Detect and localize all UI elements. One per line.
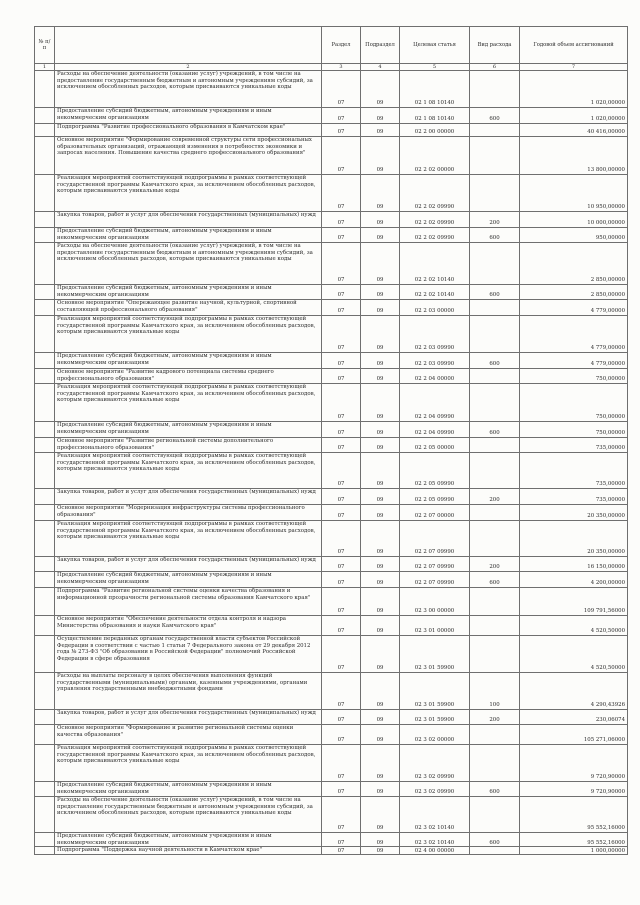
row-name: Реализация мероприятий соответствующей подпрограммы в рамках соответствующей государственной программы Камчатского края, за исключением обособленных расходов, которым присваиваются уникальные коды bbox=[55, 521, 322, 557]
row-subsection: 09 bbox=[361, 228, 400, 243]
num-cell bbox=[35, 489, 55, 505]
row-target: 02 3 02 10140 bbox=[400, 833, 470, 847]
row-target: 02 3 02 09990 bbox=[400, 745, 470, 782]
row-amount: 4 779,00000 bbox=[520, 300, 628, 316]
row-section: 07 bbox=[322, 353, 361, 369]
header-subsection: Подраздел bbox=[361, 27, 400, 64]
row-name: Основное мероприятие "Обеспечение деятельности отдела контроля и надзора Министерства образования и науки Камчатского края" bbox=[55, 616, 322, 636]
row-target: 02 2 04 09990 bbox=[400, 384, 470, 422]
row-amount: 1 020,00000 bbox=[520, 71, 628, 108]
column-number: 4 bbox=[361, 64, 400, 71]
table-row bbox=[35, 137, 628, 175]
row-section: 07 bbox=[322, 616, 361, 636]
row-target: 02 2 07 09990 bbox=[400, 557, 470, 572]
table-row bbox=[35, 782, 628, 797]
row-target: 02 3 01 59900 bbox=[400, 710, 470, 725]
num-cell bbox=[35, 797, 55, 833]
row-amount: 13 800,00000 bbox=[520, 137, 628, 175]
row-name: Осуществление переданных органам государственной власти субъектов Российской Федерации в соответствии с частью 1 статьи 7 Федерального закона от 29 декабря 2012 года № 273-ФЗ "Об образовании в Российской Федерации" полномочий Российской Федерации в сфере образования bbox=[55, 636, 322, 673]
row-subsection: 09 bbox=[361, 782, 400, 797]
row-target: 02 2 05 09990 bbox=[400, 453, 470, 489]
row-expense-type bbox=[470, 71, 520, 108]
column-number: 3 bbox=[322, 64, 361, 71]
row-subsection: 09 bbox=[361, 300, 400, 316]
row-target: 02 2 04 09990 bbox=[400, 422, 470, 438]
row-name: Закупка товаров, работ и услуг для обеспечения государственных (муниципальных) нужд bbox=[55, 710, 322, 725]
column-number: 7 bbox=[520, 64, 628, 71]
row-name: Предоставление субсидий бюджетным, автономным учреждениям и иным некоммерческим организациям bbox=[55, 353, 322, 369]
row-section: 07 bbox=[322, 384, 361, 422]
row-amount: 750,00000 bbox=[520, 422, 628, 438]
table-row bbox=[35, 175, 628, 212]
row-expense-type: 600 bbox=[470, 108, 520, 124]
row-target: 02 2 03 09990 bbox=[400, 353, 470, 369]
num-cell bbox=[35, 108, 55, 124]
num-cell bbox=[35, 212, 55, 228]
table-row bbox=[35, 636, 628, 673]
row-expense-type bbox=[470, 847, 520, 855]
row-section: 07 bbox=[322, 745, 361, 782]
row-section: 07 bbox=[322, 212, 361, 228]
column-number: 2 bbox=[55, 64, 322, 71]
row-amount: 750,00000 bbox=[520, 369, 628, 384]
row-name: Основное мероприятие "Формирование современной структуры сети профессиональных образовательных организаций, отражающей изменения в потребностях экономики и запросах населения. Повышение качества среднего профессионального образования" bbox=[55, 137, 322, 175]
row-amount: 230,06074 bbox=[520, 710, 628, 725]
num-cell bbox=[35, 710, 55, 725]
row-amount: 4 779,00000 bbox=[520, 353, 628, 369]
row-expense-type bbox=[470, 745, 520, 782]
table-row bbox=[35, 369, 628, 384]
num-cell bbox=[35, 137, 55, 175]
table-row bbox=[35, 725, 628, 745]
table-row bbox=[35, 572, 628, 588]
row-expense-type bbox=[470, 124, 520, 137]
row-section: 07 bbox=[322, 505, 361, 521]
row-amount: 109 791,56000 bbox=[520, 588, 628, 616]
table-row bbox=[35, 316, 628, 353]
row-section: 07 bbox=[322, 725, 361, 745]
row-section: 07 bbox=[322, 300, 361, 316]
row-amount: 20 350,00000 bbox=[520, 521, 628, 557]
num-cell bbox=[35, 285, 55, 300]
row-target: 02 3 01 59900 bbox=[400, 673, 470, 710]
row-section: 07 bbox=[322, 175, 361, 212]
header-section: Раздел bbox=[322, 27, 361, 64]
row-amount: 4 520,50000 bbox=[520, 636, 628, 673]
budget-allocation-table bbox=[34, 26, 628, 855]
row-name: Реализация мероприятий соответствующей подпрограммы в рамках соответствующей государственной программы Камчатского края, за исключением обособленных расходов, которым присваиваются уникальные коды bbox=[55, 745, 322, 782]
row-amount: 9 720,90000 bbox=[520, 782, 628, 797]
row-expense-type: 600 bbox=[470, 782, 520, 797]
row-amount: 10 950,00000 bbox=[520, 175, 628, 212]
row-section: 07 bbox=[322, 847, 361, 855]
row-section: 07 bbox=[322, 636, 361, 673]
row-subsection: 09 bbox=[361, 316, 400, 353]
row-section: 07 bbox=[322, 453, 361, 489]
column-number: 5 bbox=[400, 64, 470, 71]
row-target: 02 1 08 10140 bbox=[400, 108, 470, 124]
row-name: Основное мероприятие "Развитие региональной системы дополнительного профессионального образования" bbox=[55, 438, 322, 453]
row-expense-type: 600 bbox=[470, 833, 520, 847]
table-row bbox=[35, 489, 628, 505]
row-section: 07 bbox=[322, 782, 361, 797]
num-cell bbox=[35, 847, 55, 855]
num-cell bbox=[35, 175, 55, 212]
row-name: Расходы на обеспечение деятельности (оказание услуг) учреждений, в том числе на предоставление государственным бюджетным и автономным учреждениям субсидий, за исключением обособленных расходов, которым присваиваются уникальные коды bbox=[55, 243, 322, 285]
row-expense-type: 600 bbox=[470, 353, 520, 369]
row-section: 07 bbox=[322, 438, 361, 453]
row-section: 07 bbox=[322, 243, 361, 285]
row-section: 07 bbox=[322, 71, 361, 108]
row-expense-type bbox=[470, 636, 520, 673]
row-subsection: 09 bbox=[361, 353, 400, 369]
num-cell bbox=[35, 243, 55, 285]
row-subsection: 09 bbox=[361, 212, 400, 228]
row-target: 02 2 02 10140 bbox=[400, 285, 470, 300]
row-amount: 2 850,00000 bbox=[520, 285, 628, 300]
row-name: Расходы на выплаты персоналу в целях обеспечения выполнения функций государственными (муниципальными) органами, казенными учреждениями, органами управления государственными внебюджетными фондами bbox=[55, 673, 322, 710]
row-expense-type: 200 bbox=[470, 212, 520, 228]
table-row bbox=[35, 588, 628, 616]
row-section: 07 bbox=[322, 108, 361, 124]
row-subsection: 09 bbox=[361, 489, 400, 505]
row-subsection: 09 bbox=[361, 175, 400, 212]
num-cell bbox=[35, 557, 55, 572]
table-row bbox=[35, 505, 628, 521]
header-expense-type: Вид расхода bbox=[470, 27, 520, 64]
num-cell bbox=[35, 316, 55, 353]
row-expense-type bbox=[470, 521, 520, 557]
row-expense-type: 200 bbox=[470, 489, 520, 505]
row-subsection: 09 bbox=[361, 745, 400, 782]
row-name: Предоставление субсидий бюджетным, автономным учреждениям и иным некоммерческим организациям bbox=[55, 572, 322, 588]
row-expense-type: 600 bbox=[470, 572, 520, 588]
table-row bbox=[35, 438, 628, 453]
row-target: 02 2 02 09990 bbox=[400, 175, 470, 212]
num-cell bbox=[35, 636, 55, 673]
row-target: 02 3 01 59900 bbox=[400, 636, 470, 673]
row-name: Основное мероприятие "Модернизация инфраструктуры системы профессионального образования" bbox=[55, 505, 322, 521]
row-target: 02 2 03 09990 bbox=[400, 316, 470, 353]
header-name bbox=[55, 27, 322, 64]
row-name: Закупка товаров, работ и услуг для обеспечения государственных (муниципальных) нужд bbox=[55, 212, 322, 228]
row-target: 02 2 02 10140 bbox=[400, 243, 470, 285]
table-row bbox=[35, 673, 628, 710]
row-target: 02 3 02 10140 bbox=[400, 797, 470, 833]
row-section: 07 bbox=[322, 137, 361, 175]
row-amount: 105 271,06000 bbox=[520, 725, 628, 745]
row-subsection: 09 bbox=[361, 833, 400, 847]
row-amount: 1 020,00000 bbox=[520, 108, 628, 124]
row-section: 07 bbox=[322, 833, 361, 847]
row-target: 02 2 02 00000 bbox=[400, 137, 470, 175]
row-target: 02 3 01 00000 bbox=[400, 616, 470, 636]
num-cell bbox=[35, 521, 55, 557]
header-target: Целевая статья bbox=[400, 27, 470, 64]
row-expense-type: 600 bbox=[470, 228, 520, 243]
table-row bbox=[35, 616, 628, 636]
table-row bbox=[35, 353, 628, 369]
row-name: Закупка товаров, работ и услуг для обеспечения государственных (муниципальных) нужд bbox=[55, 489, 322, 505]
table-row bbox=[35, 384, 628, 422]
num-cell bbox=[35, 725, 55, 745]
table-row bbox=[35, 71, 628, 108]
row-amount: 4 779,00000 bbox=[520, 316, 628, 353]
num-cell bbox=[35, 369, 55, 384]
table-row bbox=[35, 710, 628, 725]
num-cell bbox=[35, 353, 55, 369]
row-amount: 95 552,16000 bbox=[520, 833, 628, 847]
table-row bbox=[35, 797, 628, 833]
row-subsection: 09 bbox=[361, 369, 400, 384]
row-subsection: 09 bbox=[361, 384, 400, 422]
row-target: 02 3 02 00000 bbox=[400, 725, 470, 745]
row-target: 02 2 07 09990 bbox=[400, 521, 470, 557]
row-section: 07 bbox=[322, 489, 361, 505]
row-expense-type: 100 bbox=[470, 673, 520, 710]
num-cell bbox=[35, 438, 55, 453]
num-cell bbox=[35, 384, 55, 422]
row-subsection: 09 bbox=[361, 521, 400, 557]
row-amount: 9 720,90000 bbox=[520, 745, 628, 782]
row-amount: 4 520,50000 bbox=[520, 616, 628, 636]
row-name: Расходы на обеспечение деятельности (оказание услуг) учреждений, в том числе на предоставление государственным бюджетным и автономным учреждениям субсидий, за исключением обособленных расходов, которым присваиваются уникальные коды bbox=[55, 797, 322, 833]
row-name: Реализация мероприятий соответствующей подпрограммы в рамках соответствующей государственной программы Камчатского края, за исключением обособленных расходов, которым присваиваются уникальные коды bbox=[55, 384, 322, 422]
table-row bbox=[35, 453, 628, 489]
num-cell bbox=[35, 588, 55, 616]
table-row bbox=[35, 847, 628, 855]
table-header-row bbox=[35, 27, 628, 64]
row-amount: 735,00000 bbox=[520, 489, 628, 505]
row-target: 02 2 02 09990 bbox=[400, 228, 470, 243]
row-subsection: 09 bbox=[361, 673, 400, 710]
row-subsection: 09 bbox=[361, 285, 400, 300]
row-amount: 10 000,00000 bbox=[520, 212, 628, 228]
row-name: Реализация мероприятий соответствующей подпрограммы в рамках соответствующей государственной программы Камчатского края, за исключением обособленных расходов, которым присваиваются уникальные коды bbox=[55, 453, 322, 489]
row-name: Подпрограмма "Развитие профессионального образования в Камчатском крае" bbox=[55, 124, 322, 137]
num-cell bbox=[35, 505, 55, 521]
table-row bbox=[35, 228, 628, 243]
row-target: 02 2 07 00000 bbox=[400, 505, 470, 521]
table-row bbox=[35, 557, 628, 572]
column-number: 6 bbox=[470, 64, 520, 71]
row-name: Предоставление субсидий бюджетным, автономным учреждениям и иным некоммерческим организациям bbox=[55, 108, 322, 124]
row-name: Основное мероприятие "Развитие кадрового потенциала системы среднего профессионального образования" bbox=[55, 369, 322, 384]
row-subsection: 09 bbox=[361, 588, 400, 616]
row-name: Предоставление субсидий бюджетным, автономным учреждениям и иным некоммерческим организациям bbox=[55, 833, 322, 847]
row-amount: 1 000,00000 bbox=[520, 847, 628, 855]
row-expense-type bbox=[470, 505, 520, 521]
row-expense-type bbox=[470, 300, 520, 316]
row-target: 02 2 02 09990 bbox=[400, 212, 470, 228]
row-section: 07 bbox=[322, 422, 361, 438]
table-row bbox=[35, 521, 628, 557]
row-target: 02 2 04 00000 bbox=[400, 369, 470, 384]
row-subsection: 09 bbox=[361, 847, 400, 855]
row-subsection: 09 bbox=[361, 422, 400, 438]
row-name: Предоставление субсидий бюджетным, автономным учреждениям и иным некоммерческим организациям bbox=[55, 285, 322, 300]
row-target: 02 4 00 00000 bbox=[400, 847, 470, 855]
row-target: 02 2 03 00000 bbox=[400, 300, 470, 316]
row-subsection: 09 bbox=[361, 636, 400, 673]
row-section: 07 bbox=[322, 124, 361, 137]
row-section: 07 bbox=[322, 521, 361, 557]
row-subsection: 09 bbox=[361, 710, 400, 725]
row-subsection: 09 bbox=[361, 243, 400, 285]
row-name: Подпрограмма "Поддержка научной деятельности в Камчатском крае" bbox=[55, 847, 322, 855]
row-section: 07 bbox=[322, 285, 361, 300]
row-expense-type bbox=[470, 137, 520, 175]
row-section: 07 bbox=[322, 557, 361, 572]
row-subsection: 09 bbox=[361, 557, 400, 572]
row-amount: 4 290,43926 bbox=[520, 673, 628, 710]
row-section: 07 bbox=[322, 673, 361, 710]
row-expense-type bbox=[470, 797, 520, 833]
row-amount: 735,00000 bbox=[520, 438, 628, 453]
table-row bbox=[35, 124, 628, 137]
table-body bbox=[35, 71, 628, 855]
num-cell bbox=[35, 745, 55, 782]
row-name: Предоставление субсидий бюджетным, автономным учреждениям и иным некоммерческим организациям bbox=[55, 422, 322, 438]
row-target: 02 1 08 10140 bbox=[400, 71, 470, 108]
row-name: Предоставление субсидий бюджетным, автономным учреждениям и иным некоммерческим организациям bbox=[55, 228, 322, 243]
row-subsection: 09 bbox=[361, 137, 400, 175]
row-name: Реализация мероприятий соответствующей подпрограммы в рамках соответствующей государственной программы Камчатского края, за исключением обособленных расходов, которым присваиваются уникальные коды bbox=[55, 175, 322, 212]
row-subsection: 09 bbox=[361, 71, 400, 108]
row-amount: 16 150,00000 bbox=[520, 557, 628, 572]
table-row bbox=[35, 243, 628, 285]
row-amount: 4 200,00000 bbox=[520, 572, 628, 588]
row-subsection: 09 bbox=[361, 797, 400, 833]
table-row bbox=[35, 300, 628, 316]
table-row bbox=[35, 108, 628, 124]
row-expense-type bbox=[470, 616, 520, 636]
num-cell bbox=[35, 228, 55, 243]
row-expense-type bbox=[470, 369, 520, 384]
row-subsection: 09 bbox=[361, 108, 400, 124]
column-number: 1 bbox=[35, 64, 55, 71]
row-amount: 40 416,00000 bbox=[520, 124, 628, 137]
num-cell bbox=[35, 453, 55, 489]
column-number-row bbox=[35, 64, 628, 71]
table-row bbox=[35, 422, 628, 438]
row-amount: 95 552,16000 bbox=[520, 797, 628, 833]
row-target: 02 2 05 00000 bbox=[400, 438, 470, 453]
row-expense-type bbox=[470, 725, 520, 745]
table-row bbox=[35, 833, 628, 847]
row-amount: 735,00000 bbox=[520, 453, 628, 489]
row-name: Основное мероприятие "Опережающее развитие научной, культурной, спортивной составляющей профессионального образования" bbox=[55, 300, 322, 316]
row-section: 07 bbox=[322, 710, 361, 725]
row-expense-type: 200 bbox=[470, 710, 520, 725]
table-row bbox=[35, 285, 628, 300]
row-subsection: 09 bbox=[361, 725, 400, 745]
row-expense-type bbox=[470, 175, 520, 212]
num-cell bbox=[35, 124, 55, 137]
row-name: Реализация мероприятий соответствующей подпрограммы в рамках соответствующей государственной программы Камчатского края, за исключением обособленных расходов, которым присваиваются уникальные коды bbox=[55, 316, 322, 353]
row-target: 02 2 00 00000 bbox=[400, 124, 470, 137]
table-row bbox=[35, 745, 628, 782]
num-cell bbox=[35, 782, 55, 797]
row-section: 07 bbox=[322, 316, 361, 353]
row-amount: 20 350,00000 bbox=[520, 505, 628, 521]
num-cell bbox=[35, 616, 55, 636]
row-expense-type: 600 bbox=[470, 422, 520, 438]
row-subsection: 09 bbox=[361, 124, 400, 137]
row-expense-type bbox=[470, 316, 520, 353]
num-cell bbox=[35, 833, 55, 847]
row-section: 07 bbox=[322, 588, 361, 616]
row-target: 02 3 02 09990 bbox=[400, 782, 470, 797]
header-amount: Годовой объем ассигнований bbox=[520, 27, 628, 64]
header-num: № п/п bbox=[35, 27, 55, 64]
num-cell bbox=[35, 673, 55, 710]
num-cell bbox=[35, 71, 55, 108]
row-section: 07 bbox=[322, 369, 361, 384]
row-target: 02 2 07 09990 bbox=[400, 572, 470, 588]
row-expense-type: 200 bbox=[470, 557, 520, 572]
row-subsection: 09 bbox=[361, 453, 400, 489]
row-section: 07 bbox=[322, 572, 361, 588]
row-expense-type bbox=[470, 384, 520, 422]
row-subsection: 09 bbox=[361, 505, 400, 521]
row-name: Основное мероприятие "Формирование и развитие региональной системы оценки качества образования" bbox=[55, 725, 322, 745]
row-amount: 950,00000 bbox=[520, 228, 628, 243]
row-section: 07 bbox=[322, 797, 361, 833]
row-name: Предоставление субсидий бюджетным, автономным учреждениям и иным некоммерческим организациям bbox=[55, 782, 322, 797]
row-expense-type bbox=[470, 438, 520, 453]
row-subsection: 09 bbox=[361, 572, 400, 588]
num-cell bbox=[35, 572, 55, 588]
table-row bbox=[35, 212, 628, 228]
row-subsection: 09 bbox=[361, 438, 400, 453]
row-amount: 2 850,00000 bbox=[520, 243, 628, 285]
row-expense-type: 600 bbox=[470, 285, 520, 300]
num-cell bbox=[35, 300, 55, 316]
row-name: Расходы на обеспечение деятельности (оказание услуг) учреждений, в том числе на предоставление государственным бюджетным и автономным учреждениям субсидий, за исключением обособленных расходов, которым присваиваются уникальные коды bbox=[55, 71, 322, 108]
row-target: 02 3 00 00000 bbox=[400, 588, 470, 616]
row-subsection: 09 bbox=[361, 616, 400, 636]
row-section: 07 bbox=[322, 228, 361, 243]
row-expense-type bbox=[470, 453, 520, 489]
row-name: Подпрограмма "Развитие региональной системы оценки качества образования и информационной прозрачности региональной системы образования Камчатского края" bbox=[55, 588, 322, 616]
row-name: Закупка товаров, работ и услуг для обеспечения государственных (муниципальных) нужд bbox=[55, 557, 322, 572]
row-target: 02 2 05 09990 bbox=[400, 489, 470, 505]
row-expense-type bbox=[470, 588, 520, 616]
row-expense-type bbox=[470, 243, 520, 285]
row-amount: 750,00000 bbox=[520, 384, 628, 422]
num-cell bbox=[35, 422, 55, 438]
